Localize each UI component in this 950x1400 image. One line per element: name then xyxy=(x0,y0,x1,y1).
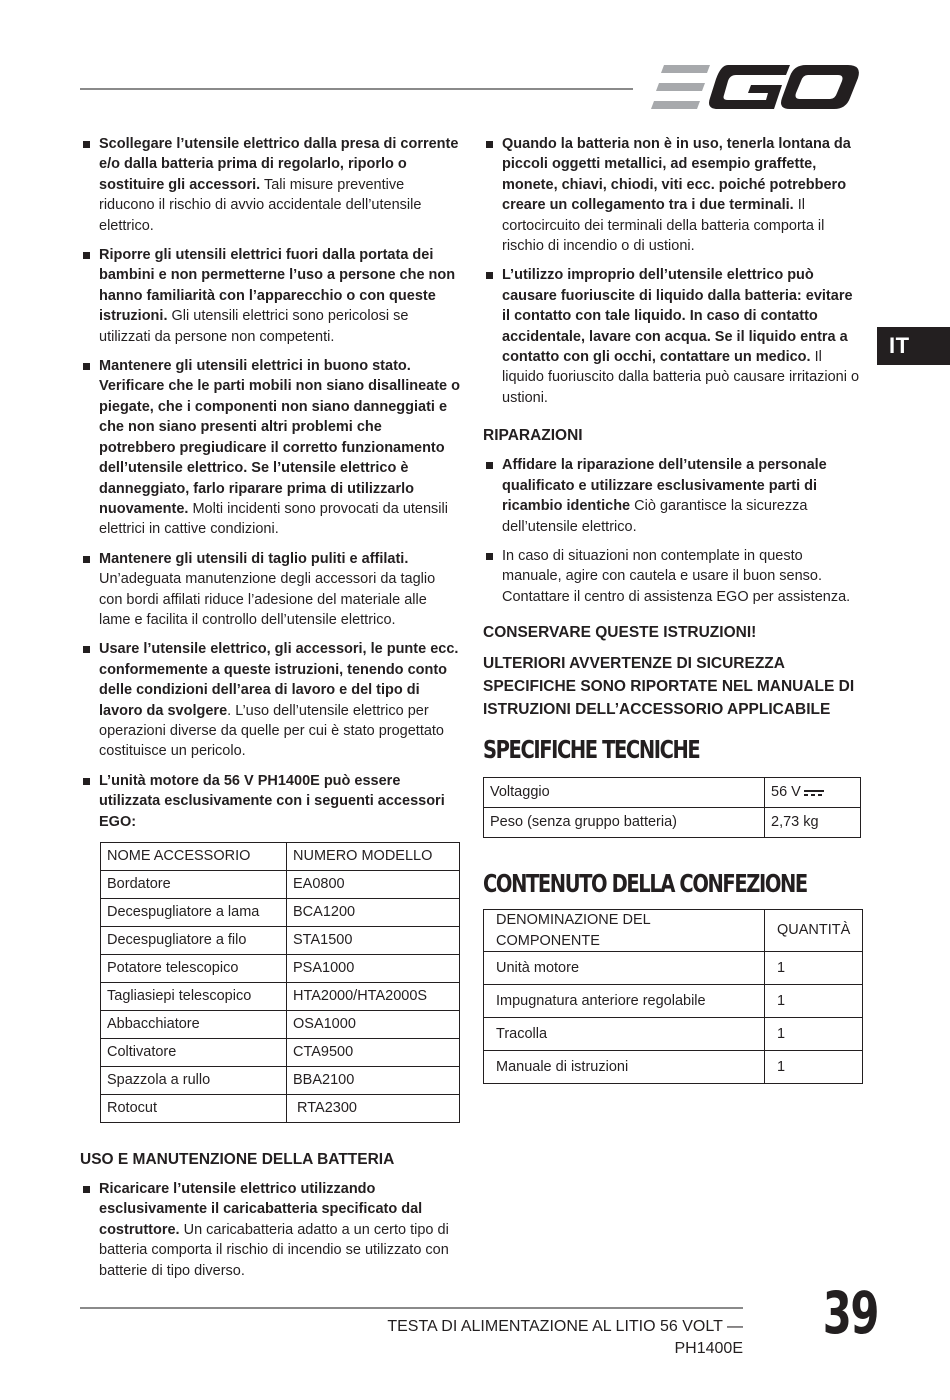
bullet-text: Il liquido fuoriuscito dalla batteria può causare irritazioni o ustioni. xyxy=(502,349,860,406)
list-item xyxy=(80,134,462,236)
list-item xyxy=(80,549,462,631)
specs-table xyxy=(483,777,861,838)
battery-bullet-list xyxy=(80,1179,462,1281)
table-row xyxy=(101,955,460,983)
contents-heading: CONTENUTO DELLA CONFEZIONE xyxy=(483,869,807,899)
list-item xyxy=(80,245,462,347)
table-header-cell: NUMERO MODELLO xyxy=(287,843,460,871)
repair-section-heading: RIPARAZIONI xyxy=(483,427,583,445)
footer-title: TESTA DI ALIMENTAZIONE AL LITIO 56 VOLT — PH1400E xyxy=(387,1318,743,1357)
bullet-bold: Usare l’utensile elettrico, gli accessori, le punte ecc. conformemente a queste istruzioni, tenendo conto delle condizioni dell’area di lavoro e del tipo di lavoro da svolgere xyxy=(99,641,459,719)
table-cell: Impugnatura anteriore regolabile xyxy=(484,984,765,1017)
table-header-cell: NOME ACCESSORIO xyxy=(101,843,287,871)
specs-heading: SPECIFICHE TECNICHE xyxy=(483,735,700,765)
bullet-bold: Ricaricare l’utensile elettrico utilizzando esclusivamente il caricabatteria specificato dal costruttore. xyxy=(99,1181,423,1238)
right-column xyxy=(483,134,863,1084)
table-cell: PSA1000 xyxy=(287,955,460,983)
table-cell: Decespugliatore a filo xyxy=(101,927,287,955)
table-cell: Bordatore xyxy=(101,871,287,899)
table-row xyxy=(484,951,863,984)
table-row xyxy=(101,899,460,927)
table-row xyxy=(101,1095,460,1123)
table-cell: Decespugliatore a lama xyxy=(101,899,287,927)
ego-logo xyxy=(650,62,862,114)
table-row xyxy=(101,1039,460,1067)
table-cell: BCA1200 xyxy=(287,899,460,927)
table-cell: Potatore telescopico xyxy=(101,955,287,983)
table-cell: OSA1000 xyxy=(287,1011,460,1039)
list-item xyxy=(483,265,863,408)
table-row xyxy=(484,1017,863,1050)
table-header-row xyxy=(484,910,863,952)
accessory-table xyxy=(100,842,460,1123)
table-header-cell: QUANTITÀ xyxy=(765,910,863,952)
table-cell: Coltivatore xyxy=(101,1039,287,1067)
left-column xyxy=(80,134,462,1290)
repair-bullet-list xyxy=(483,455,863,607)
bullet-bold: Mantenere gli utensili elettrici in buono stato. Verificare che le parti mobili non siano disallineate o piegate, che i componenti non siano danneggiati e che non siano presenti altri problemi che potrebbero pregiudicare il corretto funzionamento dell’utensile elettrico. Se l’utensile elettrico è danneggiato, farlo riparare prima di utilizzarlo nuovamente. xyxy=(99,358,460,517)
table-cell: Voltaggio xyxy=(484,778,765,808)
dc-current-icon xyxy=(804,788,824,798)
table-header-cell: DENOMINAZIONE DEL COMPONENTE xyxy=(484,910,765,952)
voltage-value: 56 V xyxy=(771,784,801,801)
table-header-row xyxy=(101,843,460,871)
list-item xyxy=(80,639,462,761)
footer-rule xyxy=(80,1307,743,1309)
bullet-text: Un caricabatteria adatto a un certo tipo di batteria comporta il rischio di incendio se utilizzato con batterie di tipo diverso. xyxy=(99,1221,449,1279)
table-cell: STA1500 xyxy=(287,927,460,955)
page-number: 39 xyxy=(822,1279,879,1347)
bullet-bold: Affidare la riparazione dell’utensile a personale qualificato e utilizzare esclusivamente parti di ricambio identiche xyxy=(502,457,827,515)
bullet-bold: Mantenere gli utensili di taglio puliti e affilati. xyxy=(99,550,409,567)
table-row xyxy=(101,871,460,899)
table-cell: Rotocut xyxy=(101,1095,287,1123)
table-row xyxy=(101,983,460,1011)
table-row xyxy=(484,984,863,1017)
list-item xyxy=(483,134,863,256)
table-cell: Abbacchiatore xyxy=(101,1011,287,1039)
table-cell: 1 xyxy=(765,951,863,984)
table-cell: 2,73 kg xyxy=(765,808,861,838)
table-cell: Tagliasiepi telescopico xyxy=(101,983,287,1011)
table-cell: HTA2000/HTA2000S xyxy=(287,983,460,1011)
bullet-bold: L’utilizzo improprio dell’utensile elettrico può causare fuoriuscite di liquido dalla batteria: evitare il contatto con tale liquido. In caso di contatto accidentale, lavare con acqua. Se il liquido entra a contatto con gli occhi, contattare un medico. xyxy=(502,267,853,366)
table-row xyxy=(101,1011,460,1039)
table-cell: 1 xyxy=(765,1050,863,1083)
further-warnings-heading: ULTERIORI AVVERTENZE DI SICUREZZA SPECIFICHE SONO RIPORTATE NEL MANUALE DI ISTRUZIONI DELL’ACCESSORIO APPLICABILE xyxy=(483,655,855,719)
left-bullet-list xyxy=(80,134,462,832)
list-item xyxy=(80,771,462,832)
contents-table xyxy=(483,909,863,1084)
table-cell: BBA2100 xyxy=(287,1067,460,1095)
list-item xyxy=(483,455,863,537)
bullet-text: In caso di situazioni non contemplate in questo manuale, agire con cautela e usare il buon senso. Contattare il centro di assistenza EGO per assistenza. xyxy=(502,547,851,605)
bullet-text: Molti incidenti sono provocati da utensili elettrici in cattive condizioni. xyxy=(99,500,448,538)
bullet-text: Il cortocircuito dei terminali della batteria comporta il rischio di incendio o di ustioni. xyxy=(502,197,825,255)
bullet-bold: Riporre gli utensili elettrici fuori dalla portata dei bambini e non permetterne l’uso a persone che non hanno familiarità con l’apparecchio o con queste istruzioni. xyxy=(99,247,456,325)
table-cell: Manuale di istruzioni xyxy=(484,1050,765,1083)
battery-section-heading: USO E MANUTENZIONE DELLA BATTERIA xyxy=(80,1151,395,1168)
bullet-text: Ciò garantisce la sicurezza dell’utensile elettrico. xyxy=(502,498,808,535)
table-row xyxy=(484,778,861,808)
table-cell: 1 xyxy=(765,984,863,1017)
table-cell: CTA9500 xyxy=(287,1039,460,1067)
table-cell: Peso (senza gruppo batteria) xyxy=(484,808,765,838)
table-row xyxy=(101,927,460,955)
table-cell: Tracolla xyxy=(484,1017,765,1050)
table-row xyxy=(484,1050,863,1083)
table-cell: Spazzola a rullo xyxy=(101,1067,287,1095)
list-item xyxy=(80,356,462,540)
table-row xyxy=(484,808,861,838)
table-cell: RTA2300 xyxy=(287,1095,460,1123)
bullet-bold: Quando la batteria non è in uso, tenerla lontana da piccoli oggetti metallici, ad esempio graffette, monete, chiavi, chiodi, viti ecc. poiché potrebbero creare un collegamento tra i due terminali. xyxy=(502,136,851,214)
bullet-text: Un’adeguata manutenzione degli accessori da taglio con bordi affilati riduce l’adesione del materiale alle lame e facilita il controllo dell’utensile elettrico. xyxy=(99,571,436,628)
bullet-bold: Scollegare l’utensile elettrico dalla presa di corrente e/o dalla batteria prima di regolarlo, riporlo o sostituire gli accessori. xyxy=(99,136,459,193)
list-item xyxy=(483,546,863,607)
table-cell: 1 xyxy=(765,1017,863,1050)
language-tab: IT xyxy=(877,327,950,365)
table-row xyxy=(101,1067,460,1095)
bullet-bold: L’unità motore da 56 V PH1400E può essere utilizzata esclusivamente con i seguenti accessori EGO: xyxy=(99,772,445,830)
bullet-text: . L’uso dell’utensile elettrico per operazioni diverse da quelle per cui è stato progettato costituisce un pericolo. xyxy=(99,702,444,760)
save-instructions-heading: CONSERVARE QUESTE ISTRUZIONI! xyxy=(483,624,757,642)
table-cell: EA0800 xyxy=(287,871,460,899)
list-item xyxy=(80,1179,462,1281)
bullet-text: Gli utensili elettrici sono pericolosi se utilizzati da persone non competenti. xyxy=(99,308,409,345)
header-rule xyxy=(80,88,633,90)
bullet-text: Tali misure preventive riducono il rischio di avvio accidentale dell’utensile elettrico. xyxy=(99,176,422,234)
right-bullet-list xyxy=(483,134,863,408)
table-cell: Unità motore xyxy=(484,951,765,984)
table-cell xyxy=(765,778,861,808)
